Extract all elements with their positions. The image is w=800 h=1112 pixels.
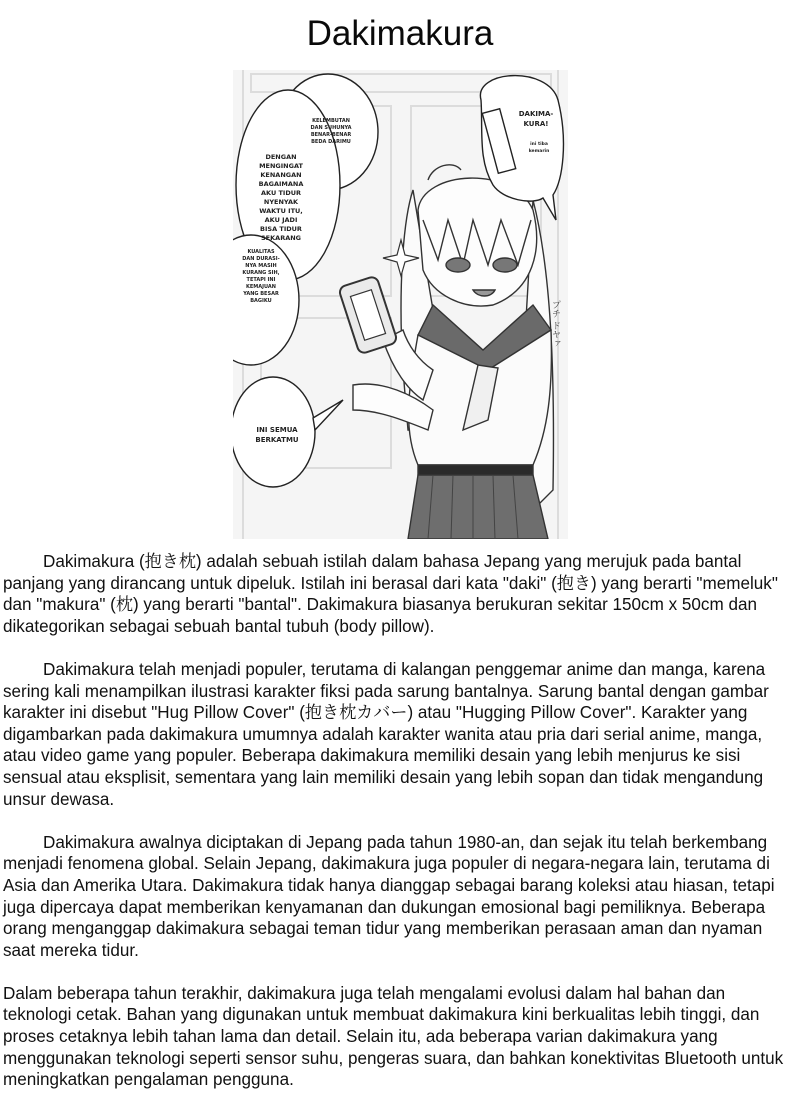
paragraph-evolution: Dalam beberapa tahun terakhir, dakimakura juga telah mengalami evolusi dalam hal bahan dan teknologi cetak. Bahan yang digunakan untuk membuat dakimakura kini berkualitas lebih tinggi, dan proses cetaknya lebih tahan lama dan detail. Selain itu, ada beberapa varian dakimakura yang menggunakan teknologi seperti sensor suhu, pengeras suara, dan bahkan konektivitas Bluetooth untuk meningkatkan pengalaman pengguna. <box>3 983 784 1090</box>
svg-text:BAGAIMANA: BAGAIMANA <box>258 180 304 188</box>
svg-text:DAKIMA-: DAKIMA- <box>518 110 554 118</box>
svg-text:ini tiba: ini tiba <box>530 142 548 147</box>
paragraph-popularity: Dakimakura telah menjadi populer, terutama di kalangan penggemar anime dan manga, karena sering kali menampilkan ilustrasi karakter fiksi pada sarung bantalnya. Sarung bantal dengan gambar karakter ini disebut "Hug Pillow Cover" (抱き枕カバー) atau "Hugging Pillow Cover". Karakter yang digambarkan pada dakimakura umumnya adalah karakter wanita atau pria dari serial anime, manga, atau video game yang populer. Beberapa dakimakura memiliki desain yang lebih menjurus ke sisi sensual atau eksplisit, sementara yang lain memiliki desain yang lebih sopan dan tidak mengandung unsur dewasa. <box>3 659 769 809</box>
svg-text:INI SEMUA: INI SEMUA <box>256 426 298 434</box>
svg-text:AKU TIDUR: AKU TIDUR <box>260 189 302 197</box>
svg-text:KEMAJUAN: KEMAJUAN <box>246 284 276 290</box>
svg-text:NYA MASIH: NYA MASIH <box>245 263 277 269</box>
manga-illustration <box>233 70 568 539</box>
svg-text:YANG BESAR: YANG BESAR <box>243 291 279 297</box>
svg-text:BENAR-BENAR: BENAR-BENAR <box>310 132 352 138</box>
bubble-text-2 <box>259 153 304 242</box>
bubble-text-3 <box>242 249 280 304</box>
svg-text:TETAPI INI: TETAPI INI <box>246 277 276 283</box>
svg-text:DAN DURASI-: DAN DURASI- <box>242 256 280 262</box>
svg-text:KURANG SIH,: KURANG SIH, <box>242 270 280 276</box>
bubble-1-line: KELEMBUTAN <box>312 118 350 124</box>
svg-text:MENGINGAT: MENGINGAT <box>259 162 303 170</box>
svg-text:NYENYAK: NYENYAK <box>263 198 299 206</box>
svg-text:KURA!: KURA! <box>523 120 549 128</box>
bubble-text-1 <box>310 118 351 145</box>
page-title: Dakimakura <box>306 14 494 53</box>
svg-text:KENANGAN: KENANGAN <box>260 171 302 179</box>
svg-text:BISA TIDUR: BISA TIDUR <box>260 225 302 233</box>
article-body <box>3 551 798 1112</box>
svg-text:BERKATMU: BERKATMU <box>255 436 299 444</box>
svg-text:AKU JADI: AKU JADI <box>264 216 298 224</box>
sound-effect: プチ ドヤァ <box>550 300 560 348</box>
svg-text:WAKTU ITU,: WAKTU ITU, <box>259 207 303 215</box>
paragraph-definition: Dakimakura (抱き枕) adalah sebuah istilah dalam bahasa Jepang yang merujuk pada bantal panjang yang dirancang untuk dipeluk. Istilah ini berasal dari kata "daki" (抱き) yang berarti "memeluk" dan "makura" (枕) yang berarti "bantal". Dakimakura biasanya berukuran sekitar 150cm x 50cm dan dikategorikan sebagai sebuah bantal tubuh (body pillow). <box>3 552 778 636</box>
svg-text:SEKARANG: SEKARANG <box>261 234 301 242</box>
svg-text:BAGIKU: BAGIKU <box>250 298 272 304</box>
svg-text:DENGAN: DENGAN <box>265 153 297 161</box>
svg-text:BEDA DARIMU: BEDA DARIMU <box>311 139 351 145</box>
svg-text:KUALITAS: KUALITAS <box>247 249 275 255</box>
svg-text:kemarin: kemarin <box>528 149 550 154</box>
svg-text:DAN SUHUNYA: DAN SUHUNYA <box>310 125 352 131</box>
paragraph-history: Dakimakura awalnya diciptakan di Jepang pada tahun 1980-an, dan sejak itu telah berkembang menjadi fenomena global. Selain Jepang, dakimakura juga populer di negara-negara lain, terutama di Asia dan Amerika Utara. Dakimakura tidak hanya dianggap sebagai barang koleksi atau hiasan, tetapi juga dipercaya dapat memberikan kenyamanan dan dukungan emosional bagi pemiliknya. Beberapa orang menganggap dakimakura sebagai teman tidur yang memberikan perasaan aman dan nyaman saat mereka tidur. <box>3 832 775 960</box>
